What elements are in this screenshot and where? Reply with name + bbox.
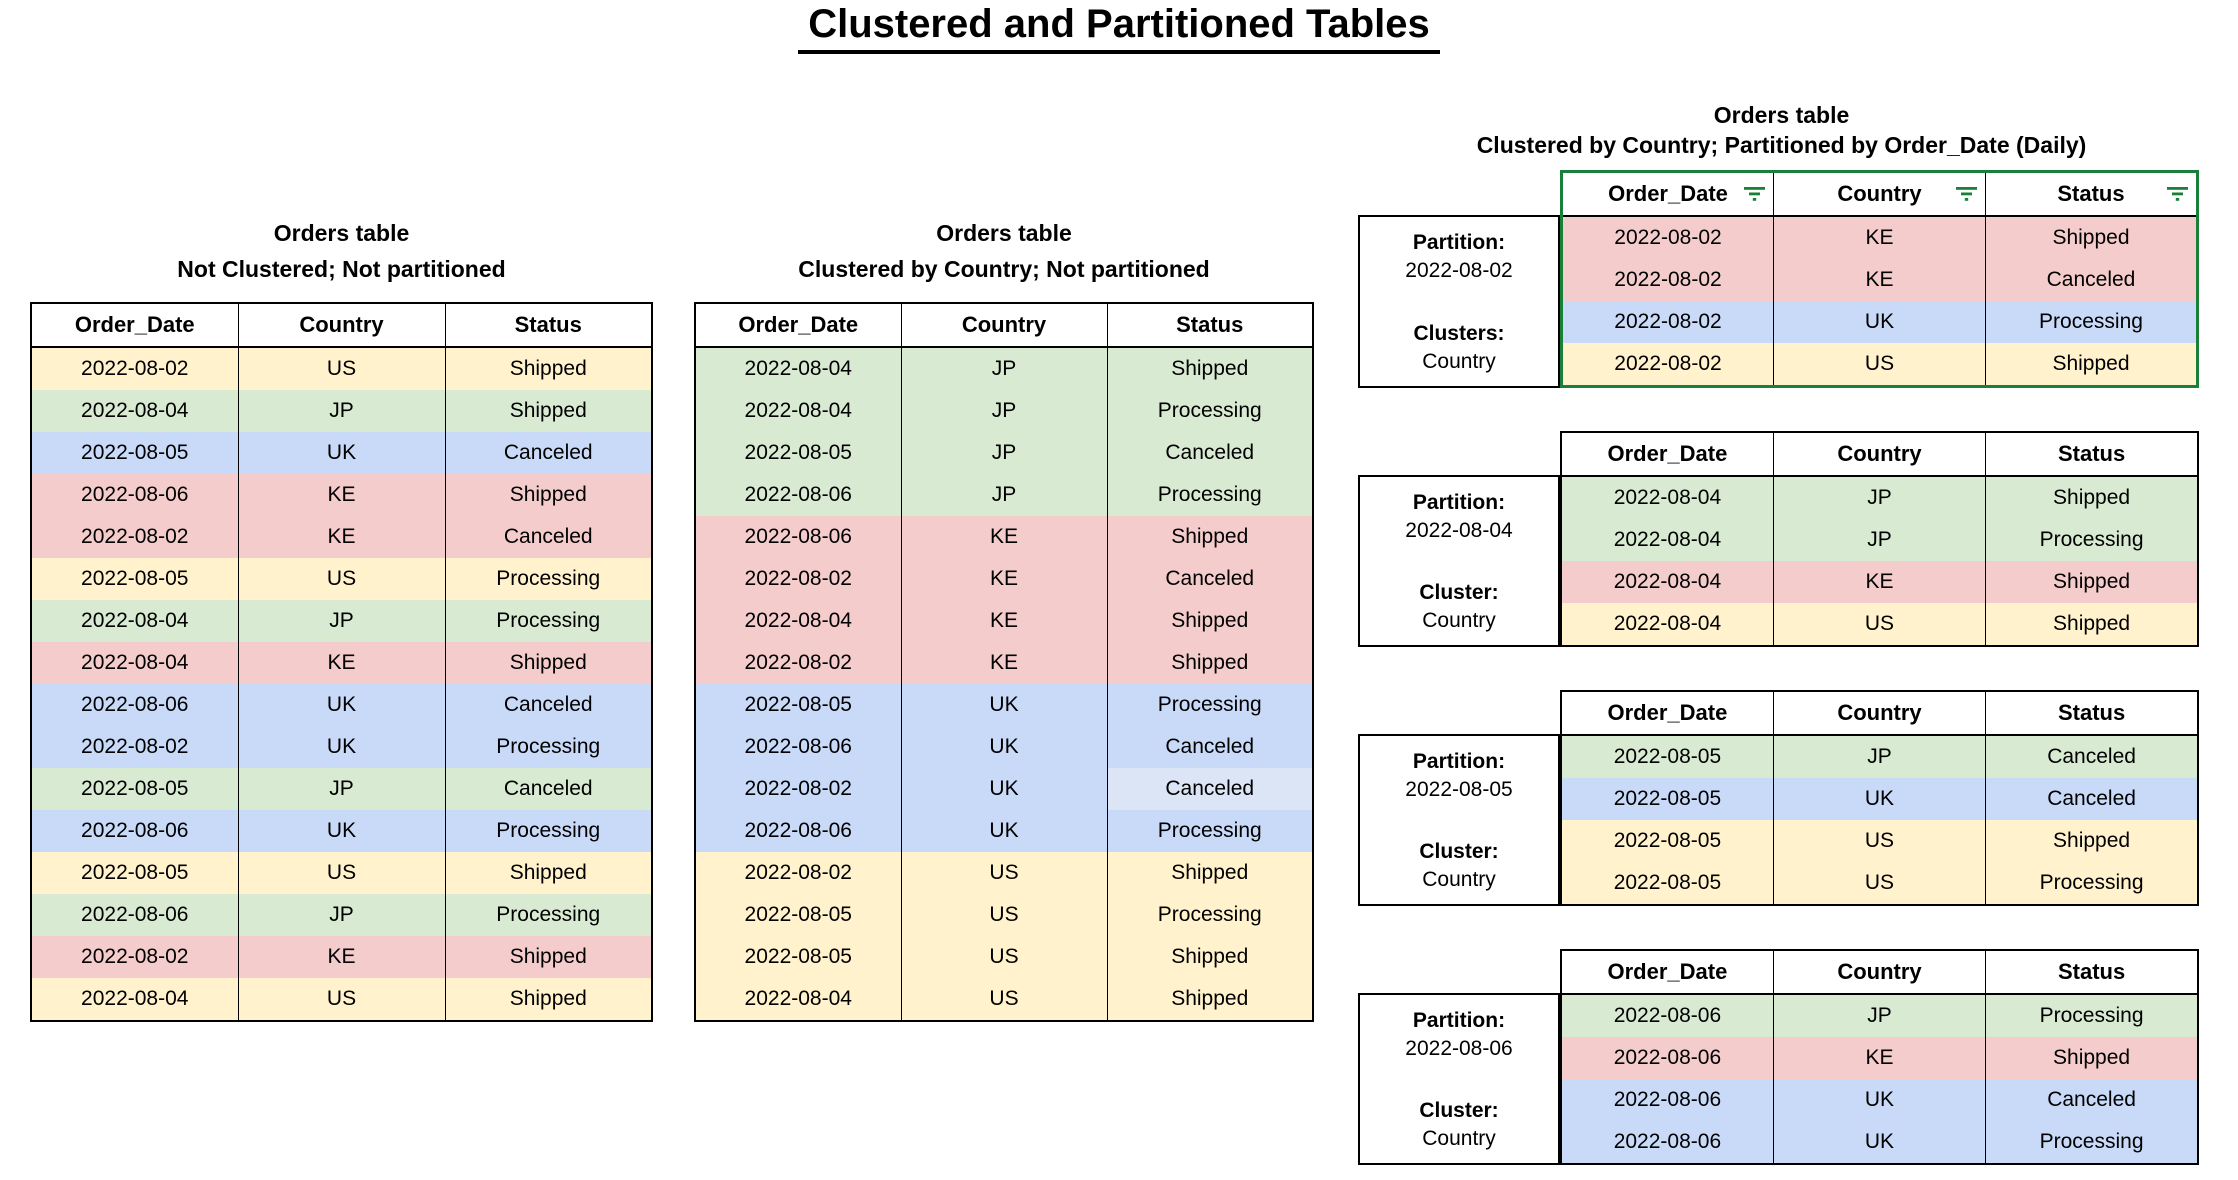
cell-order-date: 2022-08-04	[1561, 603, 1773, 646]
partition-label-box	[1358, 215, 1560, 388]
cell-order-date: 2022-08-06	[695, 516, 901, 558]
cell-status: Canceled	[445, 432, 652, 474]
cell-order-date: 2022-08-04	[1561, 561, 1773, 603]
cell-country: UK	[238, 684, 445, 726]
cell-status: Canceled	[445, 516, 652, 558]
filter-icon[interactable]	[2166, 186, 2189, 203]
table-row	[695, 558, 1313, 600]
column-header-country: Country	[1773, 950, 1985, 994]
column-header-order_date: Order_Date	[1562, 172, 1774, 217]
cell-status: Shipped	[445, 642, 652, 684]
cell-country: UK	[901, 810, 1107, 852]
column-header-order_date: Order_Date	[1561, 950, 1773, 994]
table-row	[695, 768, 1313, 810]
cell-order-date: 2022-08-02	[31, 726, 238, 768]
column-header-status: Status	[445, 303, 652, 347]
cell-order-date: 2022-08-04	[31, 642, 238, 684]
table-body	[1562, 216, 2198, 387]
cell-order-date: 2022-08-06	[695, 726, 901, 768]
table-row	[1561, 1121, 2198, 1164]
cell-order-date: 2022-08-04	[31, 390, 238, 432]
cell-order-date: 2022-08-06	[1561, 994, 1773, 1037]
column-header-order_date: Order_Date	[1561, 691, 1773, 735]
cell-status: Shipped	[1986, 343, 2198, 387]
table-title: Orders table	[273, 220, 410, 246]
cell-status: Canceled	[445, 684, 652, 726]
cell-order-date: 2022-08-05	[695, 684, 901, 726]
table-row	[695, 978, 1313, 1021]
orders-table-unclustered	[30, 302, 653, 1022]
cell-order-date: 2022-08-02	[31, 347, 238, 390]
cell-status: Canceled	[1986, 259, 2198, 301]
cell-order-date: 2022-08-05	[31, 852, 238, 894]
cell-order-date: 2022-08-05	[31, 768, 238, 810]
cell-country: JP	[238, 600, 445, 642]
partition-value: 2022-08-02	[1405, 259, 1513, 282]
column-header-status: Status	[1986, 950, 2198, 994]
cell-status: Shipped	[1986, 561, 2198, 603]
cell-order-date: 2022-08-04	[31, 978, 238, 1021]
cell-status: Shipped	[1986, 603, 2198, 646]
partition-label: Partition:	[1412, 750, 1506, 773]
table-row	[31, 726, 652, 768]
table-row	[1561, 519, 2198, 561]
cell-status: Shipped	[1986, 820, 2198, 862]
table-row	[1561, 778, 2198, 820]
cell-order-date: 2022-08-04	[1561, 519, 1773, 561]
page-title: Clustered and Partitioned Tables	[0, 2, 2238, 54]
partition-group-2022-08-06	[1358, 949, 2205, 1165]
cell-country: JP	[1773, 994, 1985, 1037]
cell-country: JP	[238, 390, 445, 432]
cell-country: JP	[901, 390, 1107, 432]
cell-status: Processing	[1107, 894, 1313, 936]
column-header-order_date: Order_Date	[31, 303, 238, 347]
table-row	[1561, 994, 2198, 1037]
table-row	[1561, 1079, 2198, 1121]
cell-order-date: 2022-08-04	[695, 390, 901, 432]
cell-status: Shipped	[1986, 476, 2198, 519]
cell-status: Processing	[445, 600, 652, 642]
cell-country: US	[1773, 820, 1985, 862]
cell-country: KE	[1773, 1037, 1985, 1079]
column-header-order_date: Order_Date	[695, 303, 901, 347]
table-row	[1561, 476, 2198, 519]
partition-value: 2022-08-06	[1405, 1037, 1513, 1060]
column-header-status: Status	[1986, 172, 2198, 217]
cell-order-date: 2022-08-02	[695, 642, 901, 684]
partition-value: 2022-08-04	[1405, 519, 1513, 542]
cell-status: Shipped	[445, 390, 652, 432]
header-row	[1562, 172, 2198, 217]
table-row	[31, 516, 652, 558]
cell-order-date: 2022-08-06	[31, 474, 238, 516]
cell-status: Shipped	[1107, 516, 1313, 558]
column-header-country: Country	[1774, 172, 1986, 217]
table-row	[31, 684, 652, 726]
cell-order-date: 2022-08-05	[1561, 735, 1773, 778]
table-row	[695, 516, 1313, 558]
partition-table-2022-08-04	[1560, 431, 2199, 647]
cell-status: Processing	[1986, 994, 2198, 1037]
cell-order-date: 2022-08-02	[1562, 216, 1774, 259]
cell-status: Processing	[1986, 301, 2198, 343]
cell-country: UK	[901, 726, 1107, 768]
cell-status: Processing	[1107, 390, 1313, 432]
cell-status: Processing	[1107, 810, 1313, 852]
cell-order-date: 2022-08-06	[31, 810, 238, 852]
cluster-label: Clusters:	[1413, 322, 1505, 345]
orders-table-clustered-panel	[694, 218, 1314, 1022]
orders-table-partitioned-panel	[1358, 100, 2205, 1165]
column-header-status: Status	[1107, 303, 1313, 347]
cell-status: Processing	[445, 726, 652, 768]
partition-label: Partition:	[1412, 491, 1506, 514]
cluster-label: Cluster:	[1419, 1099, 1499, 1122]
cell-order-date: 2022-08-04	[1561, 476, 1773, 519]
table-row	[695, 347, 1313, 390]
table-row	[695, 684, 1313, 726]
cell-country: US	[238, 852, 445, 894]
cell-order-date: 2022-08-02	[695, 852, 901, 894]
table-row	[1561, 1037, 2198, 1079]
table-header	[1561, 950, 2198, 994]
table-row	[695, 810, 1313, 852]
cell-country: KE	[901, 558, 1107, 600]
cell-country: KE	[1774, 216, 1986, 259]
column-header-country: Country	[1773, 691, 1985, 735]
cell-country: JP	[1773, 476, 1985, 519]
table-row	[31, 978, 652, 1021]
cluster-value: Country	[1422, 1127, 1496, 1150]
table-body	[1561, 735, 2198, 905]
table-row	[31, 432, 652, 474]
cell-country: JP	[901, 474, 1107, 516]
header-row	[695, 303, 1313, 347]
cell-status: Processing	[445, 894, 652, 936]
column-header-status: Status	[1986, 432, 2198, 476]
cell-status: Shipped	[445, 852, 652, 894]
partition-label: Partition:	[1412, 231, 1506, 254]
cell-country: UK	[1773, 1121, 1985, 1164]
cell-status: Shipped	[445, 347, 652, 390]
cell-status: Canceled	[1986, 1079, 2198, 1121]
header-row	[1561, 950, 2198, 994]
cell-country: US	[238, 347, 445, 390]
cell-status: Shipped	[1986, 216, 2198, 259]
table-row	[695, 432, 1313, 474]
cell-country: US	[901, 936, 1107, 978]
orders-table-unclustered-panel	[30, 218, 653, 1022]
cluster-value: Country	[1422, 868, 1496, 891]
table-body	[1561, 994, 2198, 1164]
cell-order-date: 2022-08-05	[1561, 778, 1773, 820]
cell-status: Canceled	[1107, 558, 1313, 600]
table-row	[695, 642, 1313, 684]
cell-country: KE	[901, 516, 1107, 558]
cell-status: Shipped	[1107, 852, 1313, 894]
table-row	[1561, 820, 2198, 862]
cell-status: Shipped	[445, 936, 652, 978]
table-row	[1561, 603, 2198, 646]
cell-country: JP	[1773, 735, 1985, 778]
cell-status: Shipped	[1107, 347, 1313, 390]
cell-order-date: 2022-08-04	[695, 347, 901, 390]
cell-order-date: 2022-08-02	[695, 558, 901, 600]
table-row	[695, 936, 1313, 978]
cell-country: US	[238, 558, 445, 600]
cell-country: US	[1773, 603, 1985, 646]
table-row	[31, 936, 652, 978]
cell-order-date: 2022-08-02	[695, 768, 901, 810]
orders-table-clustered	[694, 302, 1314, 1022]
cell-order-date: 2022-08-05	[695, 894, 901, 936]
partition-table-2022-08-05	[1560, 690, 2199, 906]
table-subtitle: Clustered by Country; Not partitioned	[798, 256, 1210, 282]
table-subtitle: Not Clustered; Not partitioned	[177, 256, 506, 282]
cell-country: KE	[238, 474, 445, 516]
cell-country: KE	[238, 642, 445, 684]
cell-order-date: 2022-08-02	[31, 516, 238, 558]
cell-country: JP	[238, 894, 445, 936]
cell-status: Shipped	[1107, 978, 1313, 1021]
cell-status: Processing	[1986, 862, 2198, 905]
cell-order-date: 2022-08-04	[31, 600, 238, 642]
table-row	[1562, 259, 2198, 301]
partition-group-2022-08-04	[1358, 431, 2205, 647]
table-row	[31, 852, 652, 894]
partition-label-box	[1358, 475, 1560, 647]
cell-country: UK	[238, 810, 445, 852]
cell-status: Processing	[445, 810, 652, 852]
cell-status: Processing	[1986, 1121, 2198, 1164]
table-title: Orders table	[936, 220, 1072, 246]
header-row	[1561, 432, 2198, 476]
cell-status: Canceled	[1986, 735, 2198, 778]
table-header	[1561, 432, 2198, 476]
filter-icon[interactable]	[1955, 186, 1978, 203]
cell-country: US	[901, 852, 1107, 894]
cell-country: UK	[1774, 301, 1986, 343]
cell-order-date: 2022-08-04	[695, 600, 901, 642]
table-row	[1562, 216, 2198, 259]
cell-country: UK	[901, 684, 1107, 726]
table-row	[31, 810, 652, 852]
cluster-label: Cluster:	[1419, 581, 1499, 604]
cell-order-date: 2022-08-02	[1562, 343, 1774, 387]
cell-order-date: 2022-08-05	[31, 558, 238, 600]
cell-country: KE	[901, 600, 1107, 642]
column-header-status: Status	[1986, 691, 2198, 735]
cluster-value: Country	[1422, 609, 1496, 632]
table-row	[31, 558, 652, 600]
partition-table-2022-08-02	[1560, 170, 2199, 388]
cell-country: KE	[1773, 561, 1985, 603]
partition-label-box	[1358, 993, 1560, 1165]
table-row	[695, 894, 1313, 936]
column-header-country: Country	[238, 303, 445, 347]
cell-country: UK	[1773, 1079, 1985, 1121]
cell-country: JP	[238, 768, 445, 810]
table-row	[695, 390, 1313, 432]
partition-group-2022-08-02	[1358, 170, 2205, 388]
cell-status: Canceled	[445, 768, 652, 810]
cell-country: UK	[238, 432, 445, 474]
cell-country: JP	[1773, 519, 1985, 561]
cell-country: US	[238, 978, 445, 1021]
table-header	[1561, 691, 2198, 735]
table-row	[31, 768, 652, 810]
partition-group-2022-08-05	[1358, 690, 2205, 906]
table-row	[31, 474, 652, 516]
filter-icon[interactable]	[1743, 186, 1766, 203]
cell-status: Processing	[445, 558, 652, 600]
partition-value: 2022-08-05	[1405, 778, 1513, 801]
cell-country: JP	[901, 432, 1107, 474]
table-header	[695, 303, 1313, 347]
table-row	[31, 894, 652, 936]
cell-order-date: 2022-08-06	[695, 810, 901, 852]
cell-country: US	[901, 894, 1107, 936]
cell-status: Canceled	[1107, 432, 1313, 474]
cell-status: Canceled	[1986, 778, 2198, 820]
cell-order-date: 2022-08-05	[1561, 820, 1773, 862]
table-row	[1562, 343, 2198, 387]
table-row	[695, 600, 1313, 642]
table-row	[1561, 561, 2198, 603]
cell-country: UK	[1773, 778, 1985, 820]
cell-order-date: 2022-08-05	[31, 432, 238, 474]
table-row	[1561, 735, 2198, 778]
table-row	[31, 642, 652, 684]
cell-order-date: 2022-08-05	[695, 432, 901, 474]
cell-status: Shipped	[1986, 1037, 2198, 1079]
cell-status: Processing	[1107, 474, 1313, 516]
table-header	[1562, 172, 2198, 217]
partition-table-2022-08-06	[1560, 949, 2199, 1165]
cell-country: KE	[238, 516, 445, 558]
table-row	[31, 347, 652, 390]
cell-status: Canceled	[1107, 768, 1313, 810]
cell-country: KE	[901, 642, 1107, 684]
cell-order-date: 2022-08-05	[695, 936, 901, 978]
column-header-country: Country	[901, 303, 1107, 347]
cell-status: Shipped	[1107, 600, 1313, 642]
table-row	[1562, 301, 2198, 343]
cell-status: Shipped	[1107, 936, 1313, 978]
cell-order-date: 2022-08-04	[695, 978, 901, 1021]
table-body	[31, 347, 652, 1021]
cell-country: UK	[238, 726, 445, 768]
table-title: Orders table	[1713, 102, 1850, 128]
cell-country: US	[1773, 862, 1985, 905]
table-row	[695, 726, 1313, 768]
cell-order-date: 2022-08-02	[1562, 301, 1774, 343]
cell-status: Shipped	[445, 474, 652, 516]
cell-order-date: 2022-08-06	[31, 894, 238, 936]
table-row	[695, 852, 1313, 894]
column-header-country: Country	[1773, 432, 1985, 476]
cell-country: UK	[901, 768, 1107, 810]
table-header	[31, 303, 652, 347]
cell-order-date: 2022-08-05	[1561, 862, 1773, 905]
partition-label: Partition:	[1412, 1009, 1506, 1032]
cell-country: US	[1774, 343, 1986, 387]
cluster-value: Country	[1422, 350, 1496, 373]
table-body	[1561, 476, 2198, 646]
cell-status: Shipped	[1107, 642, 1313, 684]
cell-country: KE	[238, 936, 445, 978]
column-header-order_date: Order_Date	[1561, 432, 1773, 476]
cell-order-date: 2022-08-06	[695, 474, 901, 516]
cell-status: Shipped	[445, 978, 652, 1021]
cell-order-date: 2022-08-02	[31, 936, 238, 978]
cell-order-date: 2022-08-06	[1561, 1079, 1773, 1121]
cluster-label: Cluster:	[1419, 840, 1499, 863]
table-row	[1561, 862, 2198, 905]
cell-status: Processing	[1107, 684, 1313, 726]
cell-country: KE	[1774, 259, 1986, 301]
table-subtitle: Clustered by Country; Partitioned by Order_Date (Daily)	[1476, 132, 2087, 158]
header-row	[1561, 691, 2198, 735]
table-row	[31, 390, 652, 432]
header-row	[31, 303, 652, 347]
cell-order-date: 2022-08-06	[31, 684, 238, 726]
partition-label-box	[1358, 734, 1560, 906]
table-row	[31, 600, 652, 642]
cell-order-date: 2022-08-02	[1562, 259, 1774, 301]
cell-country: US	[901, 978, 1107, 1021]
cell-status: Canceled	[1107, 726, 1313, 768]
cell-order-date: 2022-08-06	[1561, 1121, 1773, 1164]
table-row	[695, 474, 1313, 516]
table-body	[695, 347, 1313, 1021]
cell-order-date: 2022-08-06	[1561, 1037, 1773, 1079]
cell-status: Processing	[1986, 519, 2198, 561]
cell-country: JP	[901, 347, 1107, 390]
